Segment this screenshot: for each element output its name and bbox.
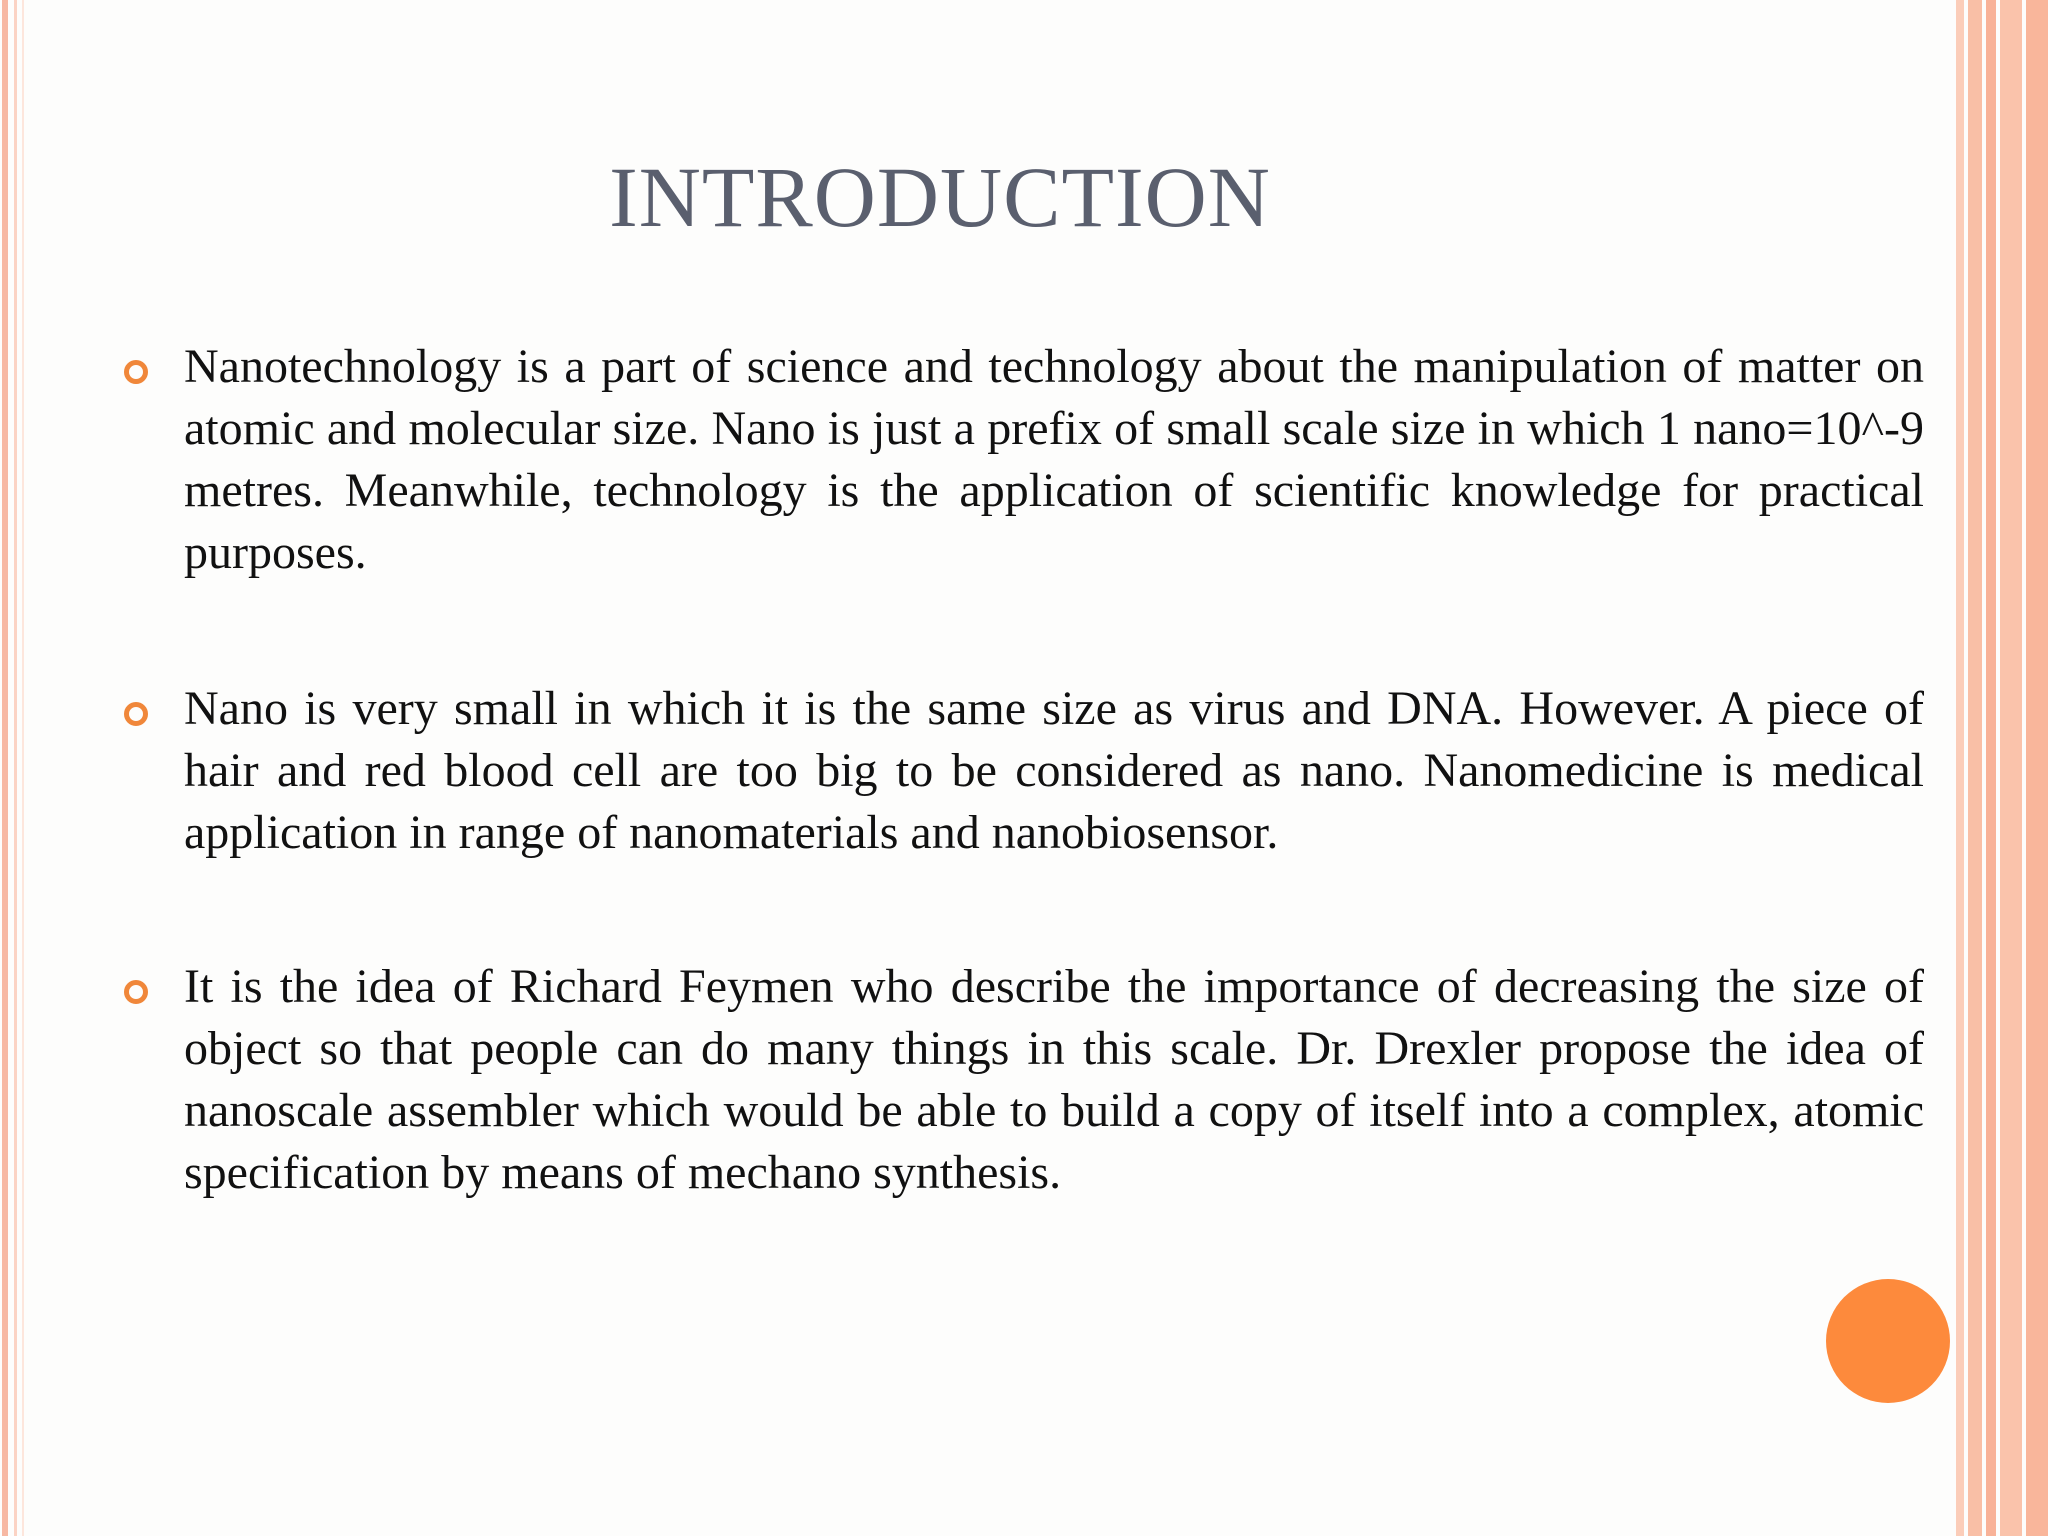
right-border-stripe: [1968, 0, 1982, 1536]
hollow-circle-icon: [124, 980, 148, 1004]
bullet-text: It is the idea of Richard Feymen who describe the importance of decreasing the size of object so that people can do many things in this scale. Dr. Drexler propose the idea of nanoscale assembler which would be able to build a copy of itself into a complex, atomic specification by means of mechano synthesis.: [184, 960, 1924, 1199]
right-border-stripe: [1986, 0, 1996, 1536]
right-border-stripe: [2000, 0, 2022, 1536]
slide-title: INTRODUCTION: [609, 149, 1271, 245]
bullet-item: [124, 678, 1924, 864]
right-border-stripe: [1956, 0, 1964, 1536]
bullet-item: [124, 956, 1924, 1204]
bullet-text: Nanotechnology is a part of science and technology about the manipulation of matter on atomic and molecular size. Nano is just a prefix of small scale size in which 1 nano=10^-9 metres. Meanwhile, technology is the application of scientific knowledge for practical purposes.: [184, 340, 1924, 579]
bullet-text: Nano is very small in which it is the same size as virus and DNA. However. A piece of hair and red blood cell are too big to be considered as nano. Nanomedicine is medical application in range of nanomaterials and nanobiosensor.: [184, 682, 1924, 859]
filled-circle-icon: [1826, 1279, 1950, 1403]
bullet-item: [124, 336, 1924, 584]
hollow-circle-icon: [124, 702, 148, 726]
hollow-circle-icon: [124, 360, 148, 384]
right-border-stripe: [2026, 0, 2048, 1536]
